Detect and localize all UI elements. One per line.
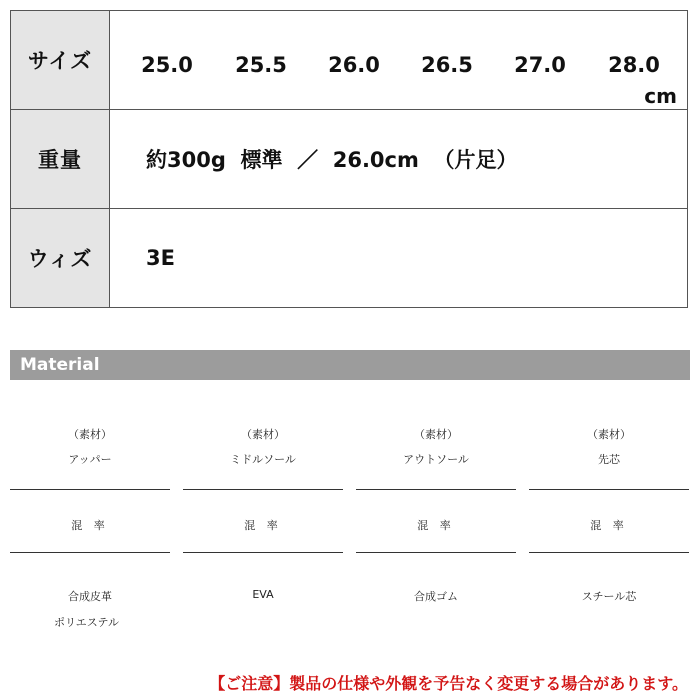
part-name: アッパー: [68, 453, 112, 466]
rate-label: 混 率: [244, 519, 282, 532]
divider: [183, 489, 343, 490]
size-values: [110, 11, 687, 109]
width-value: 3E: [146, 246, 175, 270]
rate-label: 混 率: [71, 519, 109, 532]
size-value: 26.0: [328, 53, 380, 77]
width-row: [11, 209, 687, 307]
size-unit: cm: [644, 84, 677, 108]
material-header: Material: [10, 350, 690, 380]
weight-row: [11, 110, 687, 209]
part-name: ミドルソール: [230, 453, 296, 466]
material-value: スチール芯: [581, 590, 637, 603]
spec-table: [10, 10, 688, 308]
material-value: 合成皮革: [68, 590, 112, 603]
material-kind: （素材）: [241, 428, 285, 441]
size-value: 25.5: [235, 53, 287, 77]
material-value: EVA: [252, 588, 274, 601]
size-value: 28.0: [608, 53, 660, 77]
material-value: ポリエステル: [54, 616, 120, 629]
material-kind: （素材）: [68, 428, 112, 441]
divider: [10, 489, 170, 490]
material-kind: （素材）: [414, 428, 458, 441]
weight-value: 約300g 標準 ／ 26.0cm （片足）: [146, 148, 518, 172]
width-label: ウィズ: [11, 209, 110, 307]
divider: [529, 489, 689, 490]
weight-label: 重量: [11, 110, 110, 208]
part-name: 先芯: [598, 453, 620, 466]
rate-label: 混 率: [417, 519, 455, 532]
size-value: 26.5: [421, 53, 473, 77]
material-kind: （素材）: [587, 428, 631, 441]
divider: [356, 552, 516, 553]
size-value: 25.0: [141, 53, 193, 77]
size-value: 27.0: [514, 53, 566, 77]
divider: [529, 552, 689, 553]
divider: [10, 552, 170, 553]
weight-cell: [110, 110, 687, 208]
material-value: 合成ゴム: [414, 590, 458, 603]
rate-label: 混 率: [590, 519, 628, 532]
divider: [183, 552, 343, 553]
width-cell: [110, 209, 687, 307]
size-label: サイズ: [11, 11, 110, 109]
part-name: アウトソール: [403, 453, 469, 466]
caution-note: 【ご注意】製品の仕様や外観を予告なく変更する場合があります。: [209, 674, 688, 693]
divider: [356, 489, 516, 490]
size-row: [11, 11, 687, 110]
